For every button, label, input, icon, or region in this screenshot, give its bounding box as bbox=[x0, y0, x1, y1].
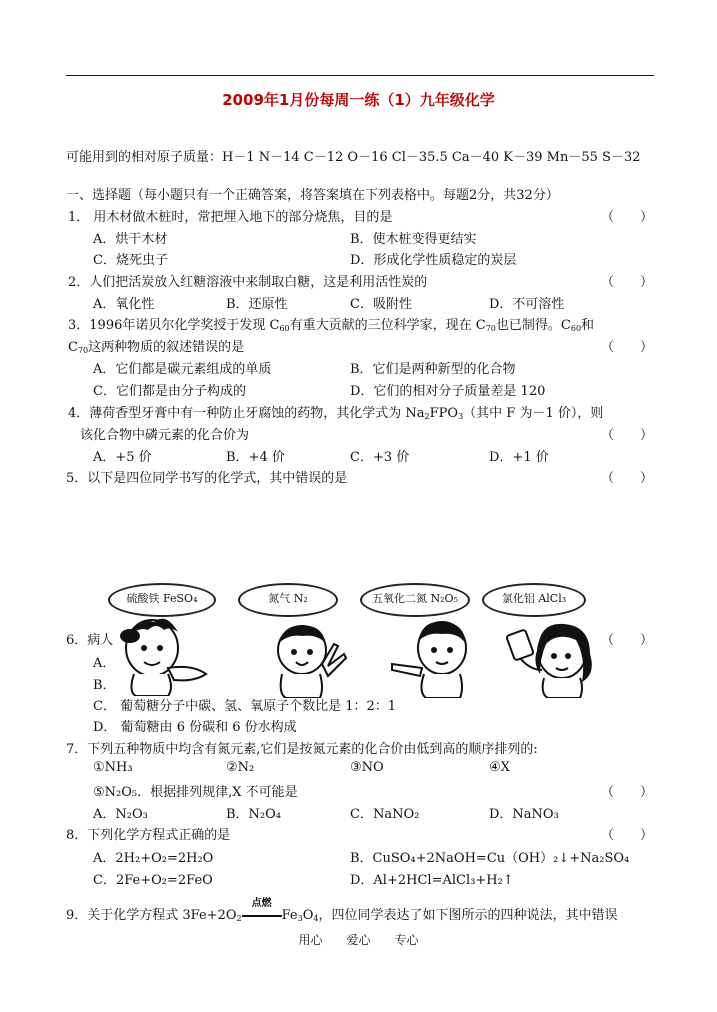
q1-option-c[interactable]: C．烧死虫子 bbox=[93, 253, 168, 268]
q1-answer-paren[interactable]: （ ） bbox=[601, 210, 654, 225]
reaction-condition: 点燃 bbox=[251, 898, 272, 909]
page-title: 2009年1月份每周一练（1）九年级化学 bbox=[222, 91, 495, 109]
q7-item-2: ②N₂ bbox=[226, 760, 255, 775]
q7-answer-paren[interactable]: （ ） bbox=[601, 785, 654, 800]
q3-stem: 3．1996年诺贝尔化学奖授于发现 $C_{60}$有重大贡献的三位科学家，现在 $C_{70}$也已制得。$C_{60}$和 bbox=[68, 318, 595, 333]
q2-option-b[interactable]: B．还原性 bbox=[226, 297, 288, 312]
section-heading: 一、选择题（每小题只有一个正确答案，将答案填在下列表格中。每题2分，共32分） bbox=[66, 188, 559, 203]
q1-option-d[interactable]: D．形成化学性质稳定的炭层 bbox=[350, 253, 517, 268]
q7-option-b[interactable]: B．N₂O₄ bbox=[226, 807, 282, 822]
thought-bubble-4: 氯化铝 AlCl₃ bbox=[482, 583, 586, 617]
q2-option-c[interactable]: C．吸附性 bbox=[350, 297, 412, 312]
q8-option-a[interactable]: A．2H₂+O₂=2H₂O bbox=[93, 851, 214, 866]
q1-stem: 1． 用木材做木桩时，常把埋入地下的部分烧焦，目的是 bbox=[68, 210, 393, 225]
q6-option-d[interactable]: D． 葡萄糖由 6 份碳和 6 份水构成 bbox=[93, 720, 297, 735]
student-cartoon-4 bbox=[506, 614, 610, 698]
q4-option-b[interactable]: B．+4 价 bbox=[226, 450, 285, 465]
q4-option-c[interactable]: C．+3 价 bbox=[350, 450, 410, 465]
q6-option-b[interactable]: B． bbox=[93, 678, 116, 693]
q8-answer-paren[interactable]: （ ） bbox=[601, 828, 654, 843]
q6-option-a[interactable]: A． bbox=[93, 656, 116, 671]
q3-option-b[interactable]: B．它们是两种新型的化合物 bbox=[350, 362, 516, 377]
q3-option-d[interactable]: D．它们的相对分子质量差是 120 bbox=[350, 384, 546, 399]
q8-option-d[interactable]: D．Al+2HCl=AlCl₃+H₂↑ bbox=[350, 873, 514, 888]
q3-answer-paren[interactable]: （ ） bbox=[601, 340, 654, 355]
q7-item-1: ①NH₃ bbox=[93, 760, 133, 775]
q6-answer-paren[interactable]: （ ） bbox=[601, 633, 654, 648]
q4-stem: 4．薄荷香型牙膏中有一种防止牙腐蚀的药物，其化学式为 $Na_2FPO_3$（其中 F 为－1 价），则 bbox=[68, 406, 604, 421]
reaction-arrow bbox=[242, 898, 282, 923]
thought-bubble-1: 硫酸铁 FeSO₄ bbox=[108, 583, 216, 617]
q7-option-c[interactable]: C．NaNO₂ bbox=[350, 807, 420, 822]
q3-option-a[interactable]: A．它们都是碳元素组成的单质 bbox=[93, 362, 272, 377]
q9-stem: 9．关于化学方程式 $3Fe+2O_2$ 点燃 $Fe_3O_4$，四位同学表达了如下图所示的四种说法，其中错误 bbox=[66, 904, 617, 923]
q3-stem-line2: $C_{70}$这两种物质的叙述错误的是 bbox=[68, 340, 245, 355]
q8-option-c[interactable]: C．2Fe+O₂=2FeO bbox=[93, 873, 213, 888]
page-footer: 用心 爱心 专心 bbox=[298, 933, 419, 947]
q6-option-c[interactable]: C． 葡萄糖分子中碳、氢、氧原子个数比是 1：2：1 bbox=[93, 699, 397, 714]
thought-bubble-2: 氮气 N₂ bbox=[238, 583, 338, 617]
q6-stem: 6．病人 bbox=[66, 633, 114, 648]
q7-option-d[interactable]: D．NaNO₃ bbox=[489, 807, 559, 822]
q7-item-4: ④X bbox=[489, 760, 510, 775]
q1-option-b[interactable]: B．使木桩变得更结实 bbox=[350, 232, 477, 247]
q7-stem: 7．下列五种物质中均含有氮元素,它们是按氮元素的化合价由低到高的顺序排列的: bbox=[66, 742, 538, 757]
student-cartoon-2 bbox=[262, 614, 352, 698]
student-cartoon-1 bbox=[108, 608, 218, 696]
q8-option-b[interactable]: B．CuSO₄+2NaOH=Cu（OH）₂↓+Na₂SO₄ bbox=[350, 851, 630, 866]
q1-option-a[interactable]: A．烘干木材 bbox=[93, 232, 168, 247]
q7-stem-line3: ⑤N₂O₅．根据排列规律,X 不可能是 bbox=[93, 785, 298, 800]
atomic-masses-line: 可能用到的相对原子质量：H－1 N－14 C－12 O－16 Cl－35.5 Ca－40 K－39 Mn－55 S－32 bbox=[66, 150, 641, 165]
q5-answer-paren[interactable]: （ ） bbox=[601, 471, 654, 486]
q4-option-a[interactable]: A．+5 价 bbox=[93, 450, 152, 465]
q2-stem: 2．人们把活炭放入红糖溶液中来制取白糖，这是利用活性炭的 bbox=[68, 275, 428, 290]
q8-stem: 8．下列化学方程式正确的是 bbox=[66, 828, 231, 843]
thought-bubble-3: 五氧化二氮 N₂O₅ bbox=[360, 583, 470, 617]
q2-option-d[interactable]: D．不可溶性 bbox=[489, 297, 565, 312]
q4-answer-paren[interactable]: （ ） bbox=[601, 428, 654, 443]
q2-answer-paren[interactable]: （ ） bbox=[601, 275, 654, 290]
q3-option-c[interactable]: C．它们都是由分子构成的 bbox=[93, 384, 246, 399]
header-rule bbox=[66, 75, 654, 76]
q4-stem-line2: 该化合物中磷元素的化合价为 bbox=[80, 428, 250, 443]
student-cartoon-3 bbox=[386, 612, 486, 698]
q4-option-d[interactable]: D．+1 价 bbox=[489, 450, 549, 465]
q5-stem: 5．以下是四位同学书写的化学式，其中错误的是 bbox=[66, 471, 348, 486]
q7-item-3: ③NO bbox=[350, 760, 384, 775]
q2-option-a[interactable]: A．氧化性 bbox=[93, 297, 155, 312]
q7-option-a[interactable]: A．N₂O₃ bbox=[93, 807, 148, 822]
